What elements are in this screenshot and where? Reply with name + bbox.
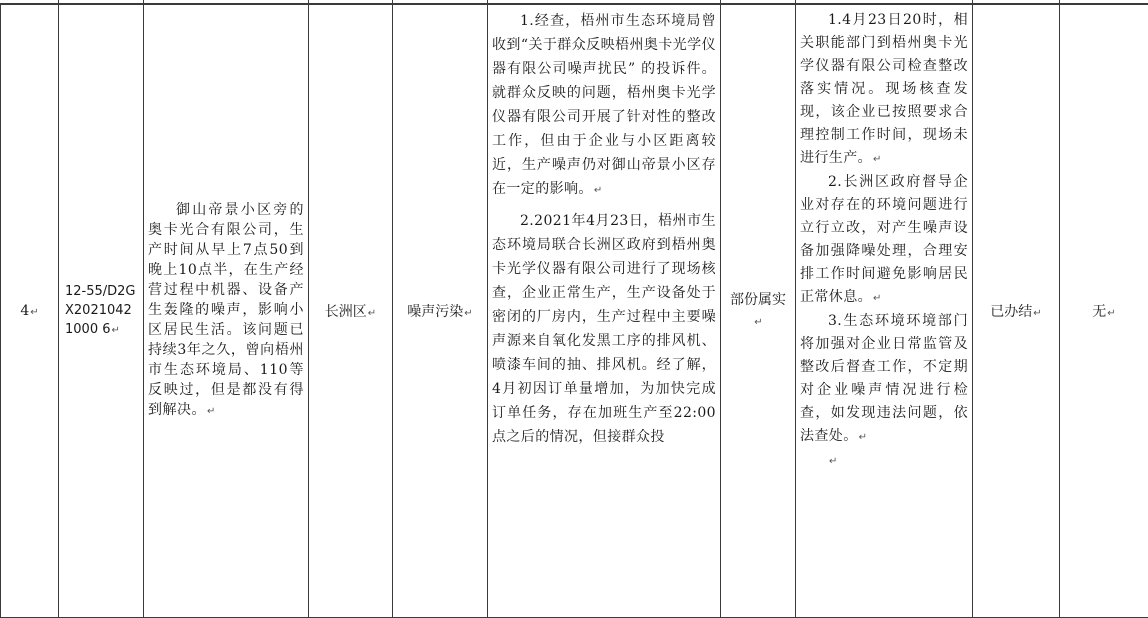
- is-true-cell: [721, 5, 796, 618]
- accountability-cell: [1060, 5, 1148, 618]
- paragraph-mark-icon: ↵: [873, 154, 882, 165]
- is-true-text-wrap: [721, 290, 795, 333]
- paragraph-mark-icon: ↵: [829, 456, 838, 467]
- paragraph-mark-icon: ↵: [873, 293, 882, 304]
- category-cell: [393, 5, 488, 618]
- district-text: 长洲区: [325, 304, 367, 320]
- table-row: [1, 5, 1148, 618]
- status-cell: [973, 5, 1060, 618]
- verification-paragraph-1: 1.经查，梧州市生态环境局曾收到“关于群众反映梧州奥卡光学仪器有限公司噪声扰民” 的投诉件。就群众反映的问题，梧州奥卡光学仪器有限公司开展了针对性的整改工作，但由于企业与小区距离较近，生产噪声仍对御山帝景小区存在一定的影响。↵: [492, 9, 716, 203]
- paragraph-mark-icon: ↵: [859, 432, 868, 443]
- paragraph-mark-icon: ↵: [1107, 308, 1115, 319]
- paragraph-mark-icon: ↵: [368, 308, 376, 319]
- verification-paragraph-2: 2.2021年4月23日，梧州市生态环境局联合长洲区政府到梧州奥卡光学仪器有限公司进行了现场核查，企业正常生产，生产设备处于密闭的厂房内，生产过程中主要噪声源来自氧化发黑工序的排风机、喷漆车间的抽、排风机。经了解，4月初因订单量增加，为加快完成订单任务，存在加班生产至22:00点之后的情况，但接群众投: [492, 209, 716, 449]
- handling-paragraph-2: 2.长洲区政府督导企业对存在的环境问题进行立行立改，对产生噪声设备加强降噪处理，合理安排工作时间避免影响居民正常休息。↵: [800, 171, 968, 310]
- handling-paragraph-1: 1.4月23日20时，相关职能部门到梧州奥卡光学仪器有限公司检查整改落实情况。现场核查发现，该企业已按照要求合理控制工作时间，现场未进行生产。↵: [800, 9, 968, 171]
- description-block: [144, 200, 308, 422]
- complaint-table: [0, 4, 1148, 618]
- paragraph-mark-icon: ↵: [207, 406, 216, 417]
- verification-cell: [488, 5, 721, 618]
- handling-paragraph-3: 3.生态环境环境部门将加强对企业日常监管及整改后督查工作，不定期对企业噪声情况进行检查，如发现违法问题，依法查处。↵: [800, 310, 968, 449]
- paragraph-mark-icon: ↵: [112, 325, 120, 336]
- accountability-text: 无: [1092, 304, 1106, 320]
- status-text: 已办结: [990, 304, 1032, 320]
- case-id: 12-55/D2GX20210421000 6: [65, 284, 136, 337]
- paragraph-mark-icon: ↵: [754, 317, 762, 328]
- paragraph-mark-icon: ↵: [30, 307, 38, 318]
- paragraph-mark-icon: ↵: [1033, 308, 1041, 319]
- row-index-cell: [1, 5, 59, 618]
- handling-cell: [796, 5, 973, 618]
- paragraph-mark-icon: ↵: [464, 308, 472, 319]
- district-cell: [309, 5, 393, 618]
- category-text: 噪声污染: [407, 304, 463, 320]
- paragraph-mark-icon: ↵: [594, 185, 603, 196]
- row-index: 4: [20, 303, 29, 319]
- case-id-text: [59, 282, 143, 340]
- verification-wrap: [488, 5, 720, 617]
- case-id-cell: [59, 5, 144, 618]
- verification-block: [488, 9, 720, 449]
- description-text: 御山帝景小区旁的奥卡光合有限公司，生产时间从早上7点50到晚上10点半，在生产经营过程中机器、设备产生轰隆的噪声，影响小区居民生活。该问题已持续3年之久，曾向梧州市生态环境局、110等反映过，但是都没有得到解决。: [148, 202, 304, 418]
- is-true-text: 部份属实: [730, 292, 786, 308]
- handling-paragraph-empty: [800, 449, 968, 473]
- handling-wrap: [796, 5, 972, 617]
- description-cell: [144, 5, 309, 618]
- handling-block: [796, 9, 972, 473]
